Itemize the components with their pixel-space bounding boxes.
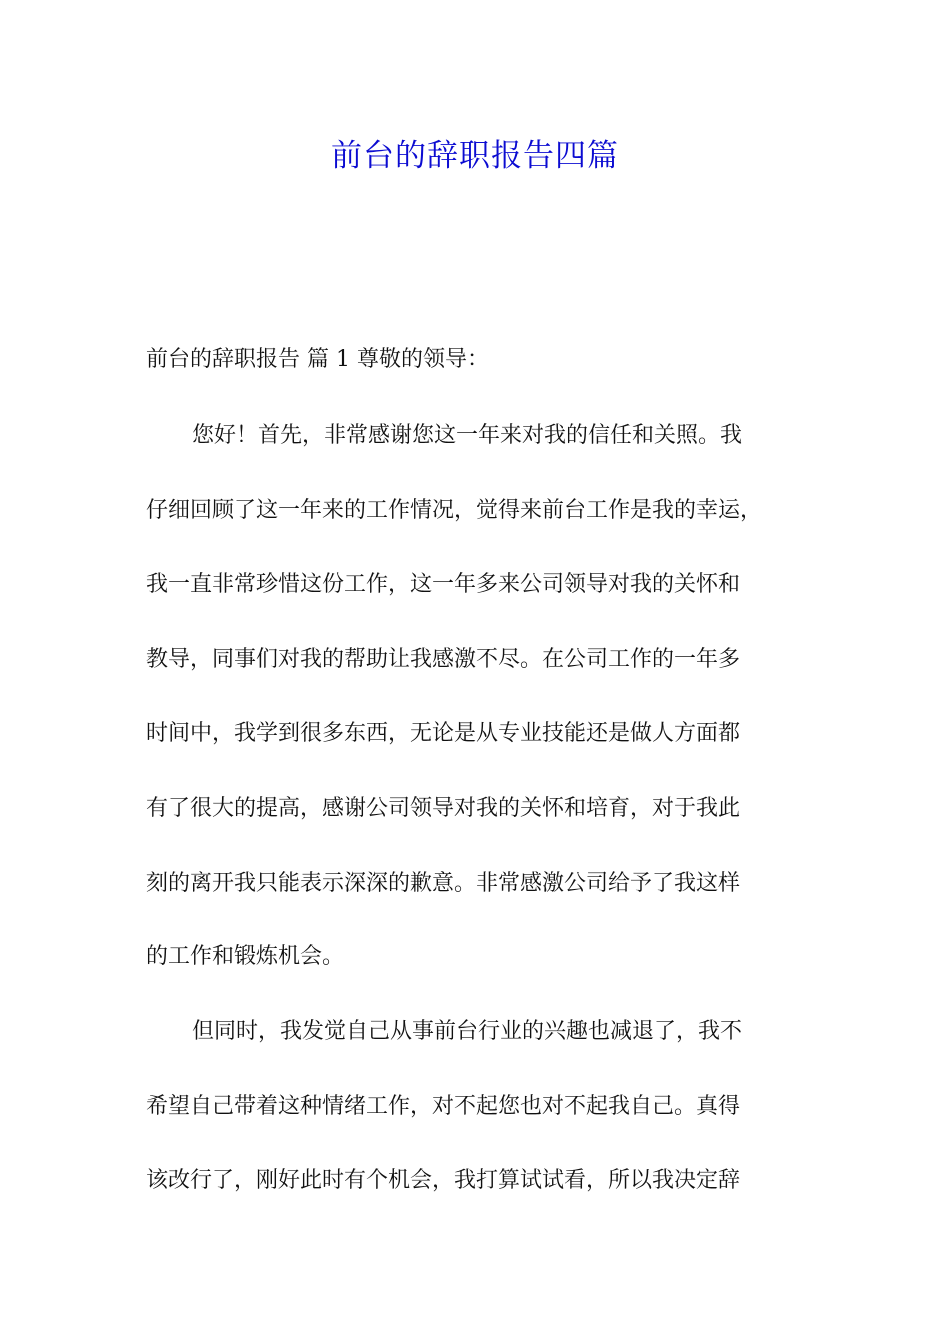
paragraph-line: 您好！首先，非常感谢您这一年来对我的信任和关照。我 [192, 423, 743, 448]
paragraph-line: 的工作和锻炼机会。 [146, 944, 345, 969]
paragraph-line: 我一直非常珍惜这份工作，这一年多来公司领导对我的关怀和 [146, 572, 741, 597]
document-title: 前台的辞职报告四篇 [331, 138, 619, 174]
paragraph-line: 时间中，我学到很多东西，无论是从专业技能还是做人方面都 [146, 721, 741, 746]
paragraph-line: 仔细回顾了这一年来的工作情况，觉得来前台工作是我的幸运， [146, 498, 763, 523]
paragraph-line: 但同时，我发觉自己从事前台行业的兴趣也减退了，我不 [192, 1019, 743, 1044]
paragraph-line: 希望自己带着这种情绪工作，对不起您也对不起我自己。真得 [146, 1094, 741, 1119]
paragraph-line: 前台的辞职报告 篇 1 尊敬的领导： [146, 347, 489, 372]
paragraph-line: 教导，同事们对我的帮助让我感激不尽。在公司工作的一年多 [146, 647, 741, 672]
paragraph-line: 刻的离开我只能表示深深的歉意。非常感激公司给予了我这样 [146, 871, 741, 896]
paragraph-line: 该改行了，刚好此时有个机会，我打算试试看，所以我决定辞 [146, 1168, 741, 1193]
paragraph-line: 有了很大的提高，感谢公司领导对我的关怀和培育，对于我此 [146, 796, 741, 821]
